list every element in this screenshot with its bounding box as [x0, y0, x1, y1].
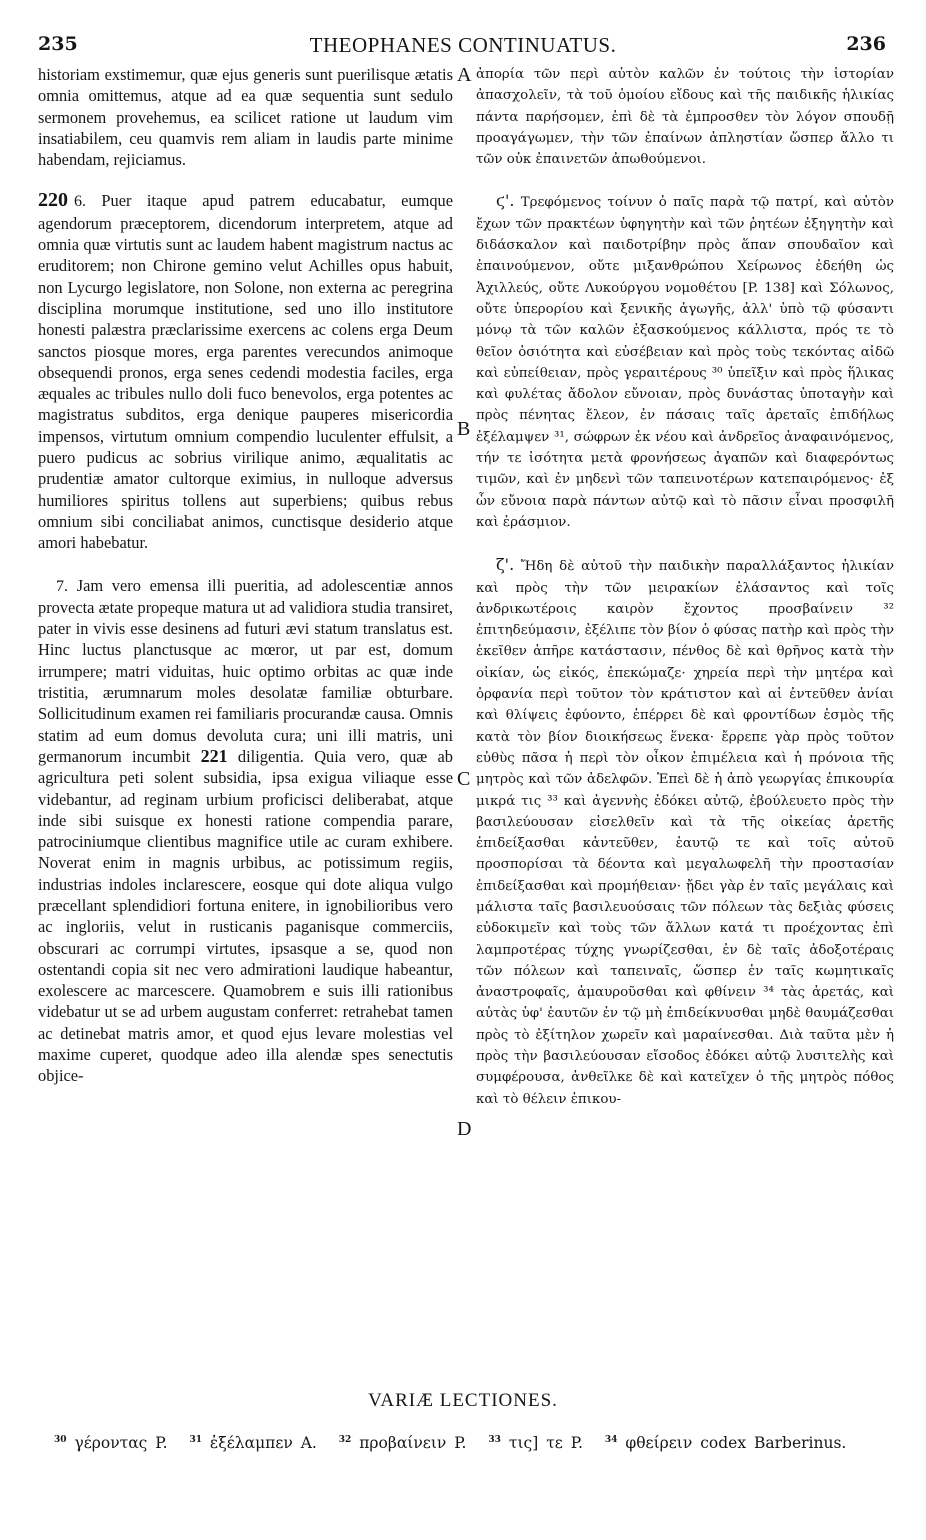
- latin-paragraph-7-text-b: diligentia. Quia vero, quæ ab agricultura peti solent subsidia, ipsa exigua viliaque esse videbantur, ad reginam urbium proficisci deliberabat, atque inde sibi suisque ex honesti ratione compendia parare, patrociniumque clientibus magnifice utile ac curam exhibere. Noverat enim in magnis urbibus, ac potissimum regiis, industrias indoles inclarescere, eosque qui dote aliqua vulgo præcellant splendidiori fortuna enitere, in ignobilioribus vero ac ingloriis, velut in rusticanis paganisque commerciis, obscurari ac corrumpi virtutes, ipsasque a se, quod non ostentandi copia sit nec vero admirationi laudique habeantur, exolescere ac marcescere. Quamobrem e suis illi rationibus videbatur ut se ad urbem augustam conferret: retrahebat tamen ac detinebat matris amor, et quod ejus levare molestias vel maxime cuperet, quodque adeo illa alendæ spes senectutis objice-: [38, 746, 453, 1086]
- latin-column: [38, 64, 453, 1087]
- migne-column-marker: 220: [38, 189, 68, 212]
- section-number: ϛ'.: [496, 191, 515, 211]
- margin-letter-c: C: [457, 768, 471, 790]
- section-number: ζ'.: [496, 555, 515, 575]
- greek-paragraph-6-text: Τρεφόμενος τοίνυν ὁ παῖς παρὰ τῷ πατρί, καὶ αὐτὸν ἔχων τῶν πρακτέων ὑφηγητὴν καὶ τῶν ῥητέων ἐξηγητὴν καὶ διδάσκαλον καὶ παιδοτρίβην πρὸς ἅπαν σπουδαῖον καὶ ἐπαινούμενον, οὔτε μιξανθρώπου Χείρωνος ἐδεήθη ὡς Ἀχιλλεύς, οὔτε Λυκούργου νομοθέτου [P. 138] καὶ Σόλωνος, οὔτε ὑπερορίου καὶ ξενικῆς ἀγωγῆς, ἀλλ' ὑπὸ τῷ φύσαντι μόνῳ τὰ τῶν καλῶν ἐξασκούμενος κάλλιστα, πρός τε τὸ θεῖον ὁσιότητα καὶ εὐσέβειαν καὶ πρὸς τοὺς τεκόντας αἰδῶ καὶ εὐπείθειαν, πρὸς γεραιτέρους ³⁰ ὑπεῖξιν καὶ πρὸς ἥλικας καὶ φυλέτας ἄδολον εὔνοιαν, πρὸς δυνάστας ὑποταγὴν καὶ πρὸς πένητας ἔλεον, ἐν πάσαις ταῖς ἀρεταῖς ἐπιδήλως ἐξέλαμψεν ³¹, σώφρων ἐκ νέου καὶ ἀνδρεῖος ἀναφαινόμενος, τήν τε ἰσότητα μετὰ φρονήσεως ἀγαπῶν καὶ διαφερόντως τιμῶν, καὶ ἐν μηδενὶ τῶν ταπεινοτέρων κατεπαιρόμενος· ἐξ ὧν εὔνοια παρὰ πάντων αὐτῷ καὶ τὸ πᾶσιν εἶναι προσφιλῆ καὶ ἐράσμιον.: [476, 195, 894, 530]
- migne-column-marker: 221: [200, 745, 228, 766]
- greek-column: [476, 64, 894, 1110]
- latin-paragraph-7: [38, 575, 453, 1087]
- footnotes-heading: VARIÆ LECTIONES.: [368, 1390, 558, 1411]
- footnote-item: $^{30}$ γέροντας P.: [54, 1434, 168, 1452]
- latin-paragraph-6: [38, 190, 453, 553]
- section-number: 7.: [56, 577, 68, 595]
- margin-letter-a: A: [457, 64, 472, 86]
- greek-paragraph-7: [476, 554, 894, 1110]
- greek-paragraph-6: [476, 190, 894, 533]
- latin-paragraph-6-text: Puer itaque apud patrem educabatur, eumque agendorum præceptorem, dicendorum interpretem, atque ad omnia quæ virtutis sunt ac laudem habent magistrum nactus ac eruditorem; non Chirone gemino velut Achilles opus habuit, non Lycurgo legislatore, non Solone, non externa ac peregrina disciplina morumque institutione, sed uno illo institutore honesti palæstra præclarissime exercens ac colens erga Deum sanctos piosque mores, erga parentes verecundos animoque obsequendi pronos, erga senes cedendi modestia faciles, erga æquales ac tribules nullo doli fuco benevolos, erga potentes ac magistratus subditos, erga denique pauperes misericordia impensos, virtutum omnium compendio luculenter effulsit, a puero pudicus ac sobrius virilique animo, æqualitatis ac prudentiæ amator cultorque eximius, in nulloque adversus humiliores spiritus tollens aut superbiens; quibus rebus omnium sibi conciliabat animos, cunctisque desiderio atque amori habebatur.: [38, 191, 453, 553]
- running-title: THEOPHANES CONTINUATUS.: [309, 33, 617, 57]
- page-number-left: 235: [38, 33, 78, 55]
- running-header: [0, 33, 926, 63]
- margin-letter-d: D: [457, 1118, 472, 1140]
- footnote-item: $^{34}$ φθείρειν codex Barberinus.: [604, 1434, 847, 1452]
- latin-paragraph-1: historiam exstimemur, quæ ejus generis sunt puerilisque ætatis omnia omittemus, atque ad ea quæ sequentia sunt sedulo sermonem provehemus, ea scilicet ratione ut laudum vim insatiabilem, ceu quamvis rem aliam in laudis parte minime habendam, rejiciamus.: [38, 65, 453, 170]
- footnote-item: $^{33}$ τις] τε P.: [488, 1434, 583, 1452]
- greek-paragraph-1: ἀπορία τῶν περὶ αὐτὸν καλῶν ἐν τούτοις τὴν ἱστορίαν ἀπασχολεῖν, τὰ τοῦ ὁμοίου εἴδους καὶ τῆς παιδικῆς ἡλικίας πάντα παρήσομεν, ἐπὶ δὲ τὰ ἐμπροσθεν τὸν λόγον σπουδῇ προαγάγωμεν, τὴν τῶν ἐπαίνων ἀπληστίαν ὥσπερ ἄλλο τι τῶν οὐκ ἐπαινετῶν ἀπωθούμενοι.: [476, 67, 894, 168]
- section-number: 6.: [74, 193, 86, 211]
- footnote-item: $^{32}$ προβαίνειν P.: [338, 1434, 467, 1452]
- margin-letter-b: B: [457, 418, 471, 440]
- page-number-right: 236: [846, 33, 886, 55]
- greek-paragraph-7-text: Ἤδη δὲ αὐτοῦ τὴν παιδικὴν παραλλάξαντος ἡλικίαν καὶ πρὸς τὴν τῶν μειρακίων ἐλάσαντος καὶ τοῖς ἀνδρικωτέροις καιρὸν ἔχοντος προσβαίνειν ³² ἐπιτηδεύμασιν, ἐξέλιπε τὸν βίον ὁ φύσας πατὴρ καὶ πρὸς τὴν ἐκεῖθεν ἀπῆρε κατάστασιν, πένθος δὲ καὶ θρῆνος κατὰ τὴν οἰκίαν, ὡς εἰκός, ἐπεκώμαζε· χηρεία περὶ τὴν μητέρα καὶ ὀρφανία περὶ τοῦτον τὸν κράτιστον καὶ αἱ ἐντεῦθεν ἀνίαι καὶ θλίψεις ἐφύοντο, ἐπέρρει δὲ καὶ φροντίδων ἑσμὸς τῆς κατὰ τὸν βίον διοικήσεως ἕνεκα· ἔρρεπε γὰρ πρὸς τοῦτον εὐθὺς πᾶσα ἡ περὶ τὸν οἶκον ἐπιμέλεια καὶ ἡ πρόνοια τῆς μητρὸς καὶ τῶν ἀδελφῶν. Ἐπεὶ δὲ ἡ ἀπὸ γεωργίας ἐπικουρία μικρά τις ³³ καὶ ἀγεννὴς ἐδόκει αὐτῷ, ἐβούλευετο πρὸς τὴν βασιλεύουσαν εἰσελθεῖν καὶ τὰ τῆς οἰκείας ἀρετῆς ἐπιδείξασθαι κἀντεῦθεν, ἑαυτῷ τε καὶ τοῖς αὐτοῦ προσπορίσαι τὰ δέοντα καὶ μεγαλωφελῆ τὴν προστασίαν ἐπιδείξασθαι καὶ προμήθειαν· ᾔδει γὰρ ἐν ταῖς μεγάλαις καὶ μάλιστα ταῖς βασιλευούσαις τῶν πόλεων τὰς δεξιὰς φύσεις εὐδοκιμεῖν καὶ τοὺς τῶν ἄλλων κατά τι προέχοντας ἐπὶ λαμπροτέρας τύχης γνωρίζεσθαι, ἐν δὲ ταῖς ἀδοξοτέραις τῶν πόλεων καὶ ταπειναῖς, ὥσπερ ἐν ταῖς κωμητικαῖς ἀναστροφαῖς, ἀμαυροῦσθαι καὶ φθίνειν ³⁴ τὰς ἀρετάς, καὶ αὐτὰς ὑφ' ἑαυτῶν ἐν τῷ μὴ ἐπιδείκνυσθαι μηδὲ θαυμάζεσθαι πρὸς τὸ ἐξίτηλον χωρεῖν καὶ μαραίνεσθαι. Διὰ ταῦτα μὲν ἡ πρὸς τὴν βασιλεύουσαν εἴσοδος ἐδόκει αὐτῷ λυσιτελὴς καὶ συμφέρουσα, ἀνθεῖλκε δὲ καὶ κατεῖχεν ὁ τῆς μητρὸς πόθος καὶ τὸ θέλειν ἐπικου-: [476, 559, 894, 1107]
- latin-paragraph-7-text-a: Jam vero emensa illi pueritia, ad adolescentiæ annos provecta ætate propeque matura ut ad validiora studia transiret, pater in vivis esse desinens ad futuri ævi statum translatus est. Hinc luctus planctusque ac mœror, ut par est, domum irrumpere; matri viduitas, huic optimo orbitas ac quæ inde tristitia, ærumnarum moles desolatæ familiæ obturbare. Sollicitudinum examen rei familiaris procurandæ causa. Omnis statim ad eum domus devoluta cura; uni illi matris, uni germanorum incumbit: [38, 575, 453, 766]
- footnote-item: $^{31}$ ἐξέλαμπεν A.: [189, 1434, 317, 1452]
- footnotes-list: [54, 1434, 860, 1452]
